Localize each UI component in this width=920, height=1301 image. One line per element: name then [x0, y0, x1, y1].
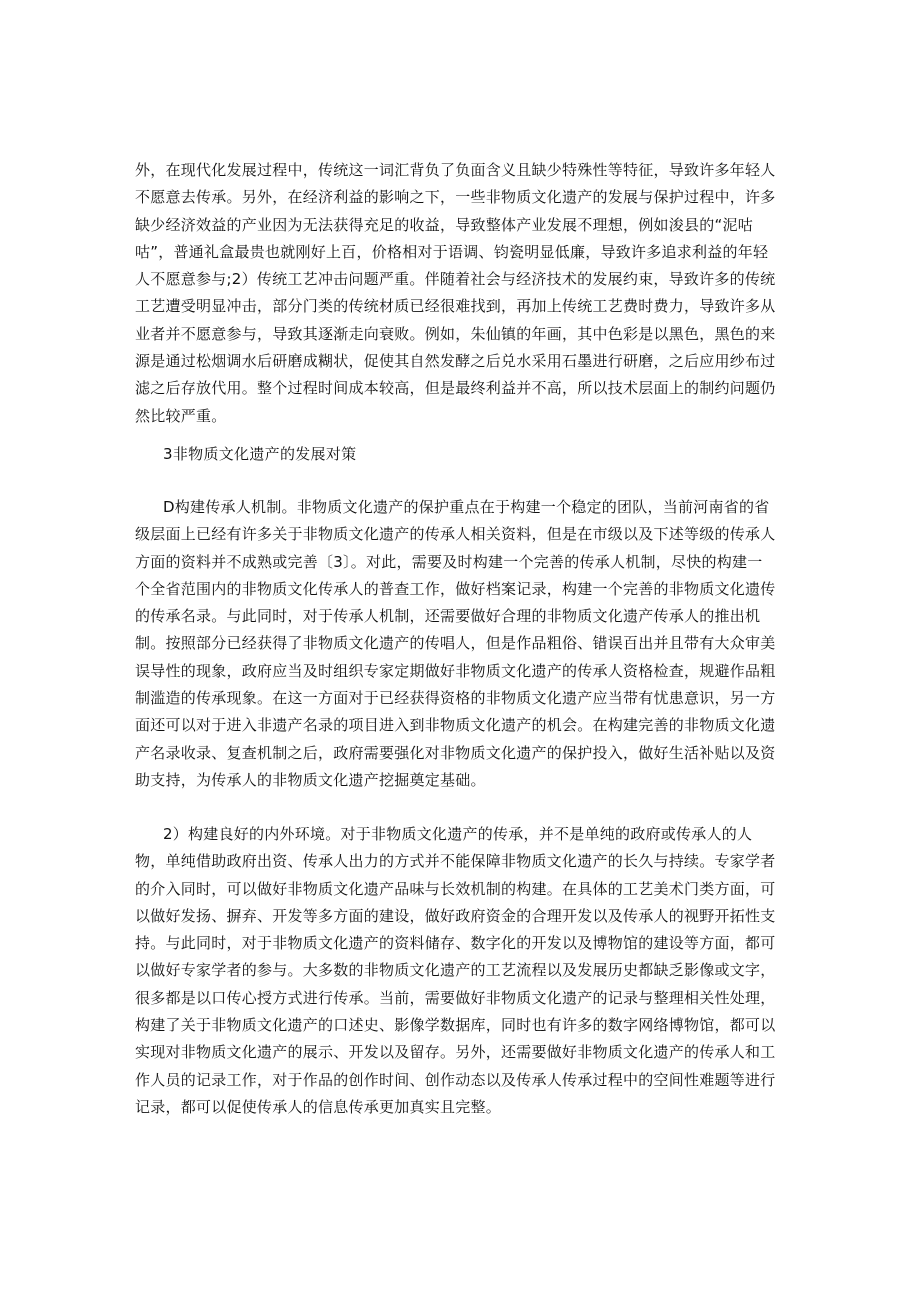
- paragraph-3: [135, 821, 787, 1121]
- paragraph-2-line: 助支持，为传承人的非物质文化遗产挖掘奠定基础。: [135, 770, 486, 789]
- paragraph-1-line: 然比较严重。: [135, 406, 227, 425]
- paragraph-3-line: 以做好专家学者的参与。大多数的非物质文化遗产的工艺流程以及发展历史都缺乏影像或文字，: [135, 961, 776, 980]
- paragraph-1-line: 工艺遭受明显冲击，部分门类的传统材质已经很难找到，再加上传统工艺费时费力，导致许多从: [135, 297, 776, 316]
- paragraph-3-line: 很多都是以口传心授方式进行传承。当前，需要做好非物质文化遗产的记录与整理相关性处理，: [135, 988, 776, 1007]
- paragraph-2-line: 的传承名录。与此同时，对于传承人机制，还需要做好合理的非物质文化遗产传承人的推出机: [135, 607, 761, 626]
- paragraph-2-line: 制滥造的传承现象。在这一方面对于已经获得资格的非物质文化遗产应当带有忧患意识，另一方: [135, 689, 776, 708]
- paragraph-2-line: 产名录收录、复查机制之后，政府需要强化对非物质文化遗产的保护投入，做好生活补贴以及资: [135, 743, 776, 762]
- paragraph-3-line: 持。与此同时，对于非物质文化遗产的资料储存、数字化的开发以及博物馆的建设等方面，都可: [135, 934, 776, 953]
- paragraph-1-line: 外，在现代化发展过程中，传统这一词汇背负了负面含义且缺少特殊性等特征，导致许多年轻人: [135, 161, 776, 179]
- paragraph-3-line: 记录，都可以促使传承人的信息传承更加真实且完整。: [135, 1097, 502, 1116]
- paragraph-3-line: 物，单纯借助政府出资、传承人出力的方式并不能保障非物质文化遗产的长久与持续。专家学者: [135, 852, 776, 871]
- paragraph-2-line: 制。按照部分已经获得了非物质文化遗产的传唱人，但是作品粗俗、错误百出并且带有大众审美: [135, 634, 776, 653]
- paragraph-2-line: 方面的资料并不成熟或完善〔3〕。对此，需要及时构建一个完善的传承人机制，尽快的构建一: [135, 552, 763, 571]
- paragraph-3-line: 作人员的记录工作，对于作品的创作时间、创作动态以及传承人传承过程中的空间性难题等进行: [135, 1070, 776, 1089]
- paragraph-3-line: 2）构建良好的内外环境。对于非物质文化遗产的传承，并不是单纯的政府或传承人的人: [163, 825, 753, 843]
- paragraph-3-line: 的介入同时，可以做好非物质文化遗产品味与长效机制的构建。在具体的工艺美术门类方面，可: [135, 879, 776, 898]
- paragraph-1-line: 不愿意去传承。另外，在经济利益的影响之下，一些非物质文化遗产的发展与保护过程中，许多: [135, 188, 776, 207]
- paragraph-3-line: 实现对非物质文化遗产的展示、开发以及留存。另外，还需要做好非物质文化遗产的传承人和工: [135, 1043, 776, 1062]
- paragraph-2-line: 面还可以对于进入非遗产名录的项目进入到非物质文化遗产的机会。在构建完善的非物质文化遗: [135, 716, 776, 735]
- paragraph-1-line: 人不愿意参与;2）传统工艺冲击问题严重。伴随着社会与经济技术的发展约束，导致许多的传统: [135, 270, 776, 289]
- paragraph-1-line: 咕”，普通礼盒最贵也就刚好上百，价格相对于语调、钧瓷明显低廉，导致许多追求利益的年轻: [135, 242, 769, 261]
- paragraph-1-line: 业者并不愿意参与，导致其逐渐走向衰败。例如，朱仙镇的年画，其中色彩是以黑色，黑色的来: [135, 324, 776, 343]
- paragraph-1-line: 滤之后存放代用。整个过程时间成本较高，但是最终利益并不高，所以技术层面上的制约问题仍: [135, 379, 776, 398]
- paragraph-1-line: 缺少经济效益的产业因为无法获得充足的收益，导致整体产业发展不理想，例如浚县的“泥咕: [135, 215, 754, 234]
- paragraph-2: [135, 494, 787, 794]
- paragraph-1: [135, 157, 787, 430]
- paragraph-3-line: 以做好发扬、摒弃、开发等多方面的建设，做好政府资金的合理开发以及传承人的视野开拓性支: [135, 906, 776, 925]
- paragraph-2-line: 个全省范围内的非物质文化传承人的普查工作，做好档案记录，构建一个完善的非物质文化遗传: [135, 579, 776, 598]
- paragraph-1-line: 源是通过松烟调水后研磨成糊状，促使其自然发酵之后兑水采用石墨进行研磨，之后应用纱布过: [135, 352, 776, 371]
- paragraph-2-line: 误导性的现象，政府应当及时组织专家定期做好非物质文化遗产的传承人资格检查，规避作品粗: [135, 661, 776, 680]
- paragraph-3-line: 构建了关于非物质文化遗产的口述史、影像学数据库，同时也有许多的数字网络博物馆，都可以: [135, 1016, 776, 1035]
- paragraph-2-line: 级层面上已经有许多关于非物质文化遗产的传承人相关资料，但是在市级以及下述等级的传承人: [135, 525, 776, 544]
- section-heading: 3非物质文化遗产的发展对策: [163, 445, 357, 463]
- paragraph-2-line: D构建传承人机制。非物质文化遗产的保护重点在于构建一个稳定的团队，当前河南省的省: [163, 498, 770, 516]
